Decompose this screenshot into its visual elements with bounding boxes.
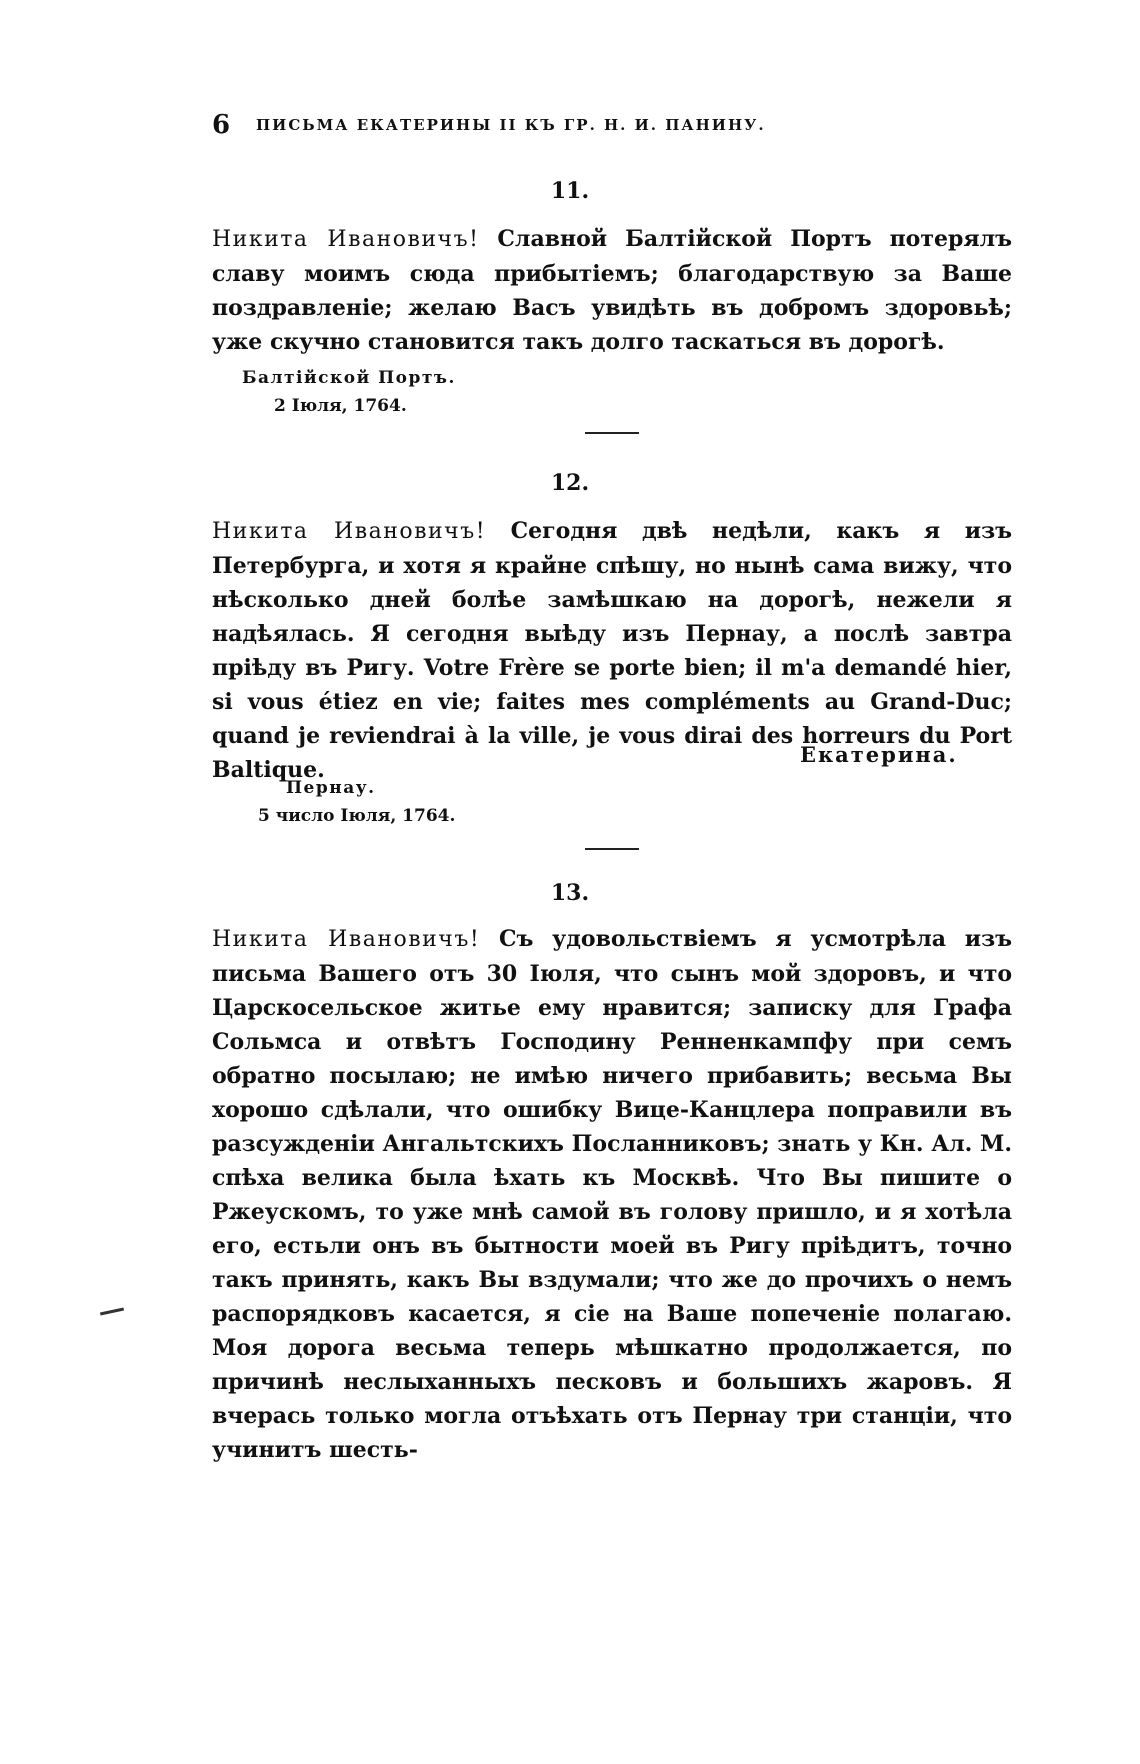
margin-mark [100,1308,124,1316]
letter-12-date: 5 число Іюля, 1764. [258,806,456,826]
letter-11-text [212,222,1012,359]
letter-13-text [212,922,1012,1467]
letter-12-salutation: Никита Ивановичъ! [212,519,487,544]
letter-13-salutation: Никита Ивановичъ! [212,927,481,952]
separator-rule [585,848,639,850]
running-title: ПИСЬМА ЕКАТЕРИНЫ II КЪ ГР. Н. И. ПАНИНУ. [256,116,766,134]
letter-number-11: 11. [550,178,590,204]
letter-12-place: Пернау. [286,778,376,798]
letter-11-body: Славной Балтійской Портъ потерялъ славу моимъ сюда прибытіемъ; благодарствую за Ваше поздравленіе; желаю Васъ увидѣть въ добромъ здоровьѣ; уже скучно становится такъ долго таскаться въ дорогѣ. [212,226,1012,355]
letter-11-date: 2 Іюля, 1764. [274,396,407,416]
letter-12-body: Сегодня двѣ недѣли, какъ я изъ Петербурга, и хотя я крайне спѣшу, но нынѣ сама вижу, что нѣсколько дней болѣе замѣшкаю на дорогѣ, нежели я надѣялась. Я сегодня выѣду изъ Пернау, а послѣ завтра пріѣду въ Ригу. Votre Frère se porte bien; il m'a demandé hier, si vous étiez en vie; faites mes compléments au Grand-Duc; quand je reviendrai à la ville, je vous dirai des horreurs du Port Baltique. [212,518,1012,783]
letter-11-salutation: Никита Ивановичъ! [212,227,480,252]
separator-rule [585,432,639,434]
running-head [212,110,972,140]
letter-12-signature: Екатерина. [800,742,958,767]
letter-11-place: Балтійской Портъ. [242,368,456,388]
letter-number-12: 12. [550,470,590,496]
page-number: 6 [212,110,231,140]
letter-number-13: 13. [550,880,590,906]
letter-13-body: Съ удовольствіемъ я усмотрѣла изъ письма Вашего отъ 30 Іюля, что сынъ мой здоровъ, и что Царскосельское житье ему нравится; записку для Графа Сольмса и отвѣтъ Господину Ренненкампфу при семъ обратно посылаю; не имѣю ничего прибавить; весьма Вы хорошо сдѣлали, что ошибку Вице-Канцлера поправили въ разсужденіи Ангальтскихъ Посланниковъ; знать у Кн. Ал. М. спѣха велика была ѣхать къ Москвѣ. Что Вы пишите о Ржеускомъ, то уже мнѣ самой въ голову пришло, и я хотѣла его, естьли онъ въ бытности моей въ Ригу пріѣдитъ, точно такъ принять, какъ Вы вздумали; что же до прочихъ о немъ распорядковъ касается, я сіе на Ваше попеченіе полагаю. Моя дорога весьма теперь мѣшкатно продолжается, по причинѣ неслыханныхъ песковъ и большихъ жаровъ. Я вчерась только могла отъѣхать отъ Пернау три станціи, что учинитъ шесть- [212,926,1012,1463]
